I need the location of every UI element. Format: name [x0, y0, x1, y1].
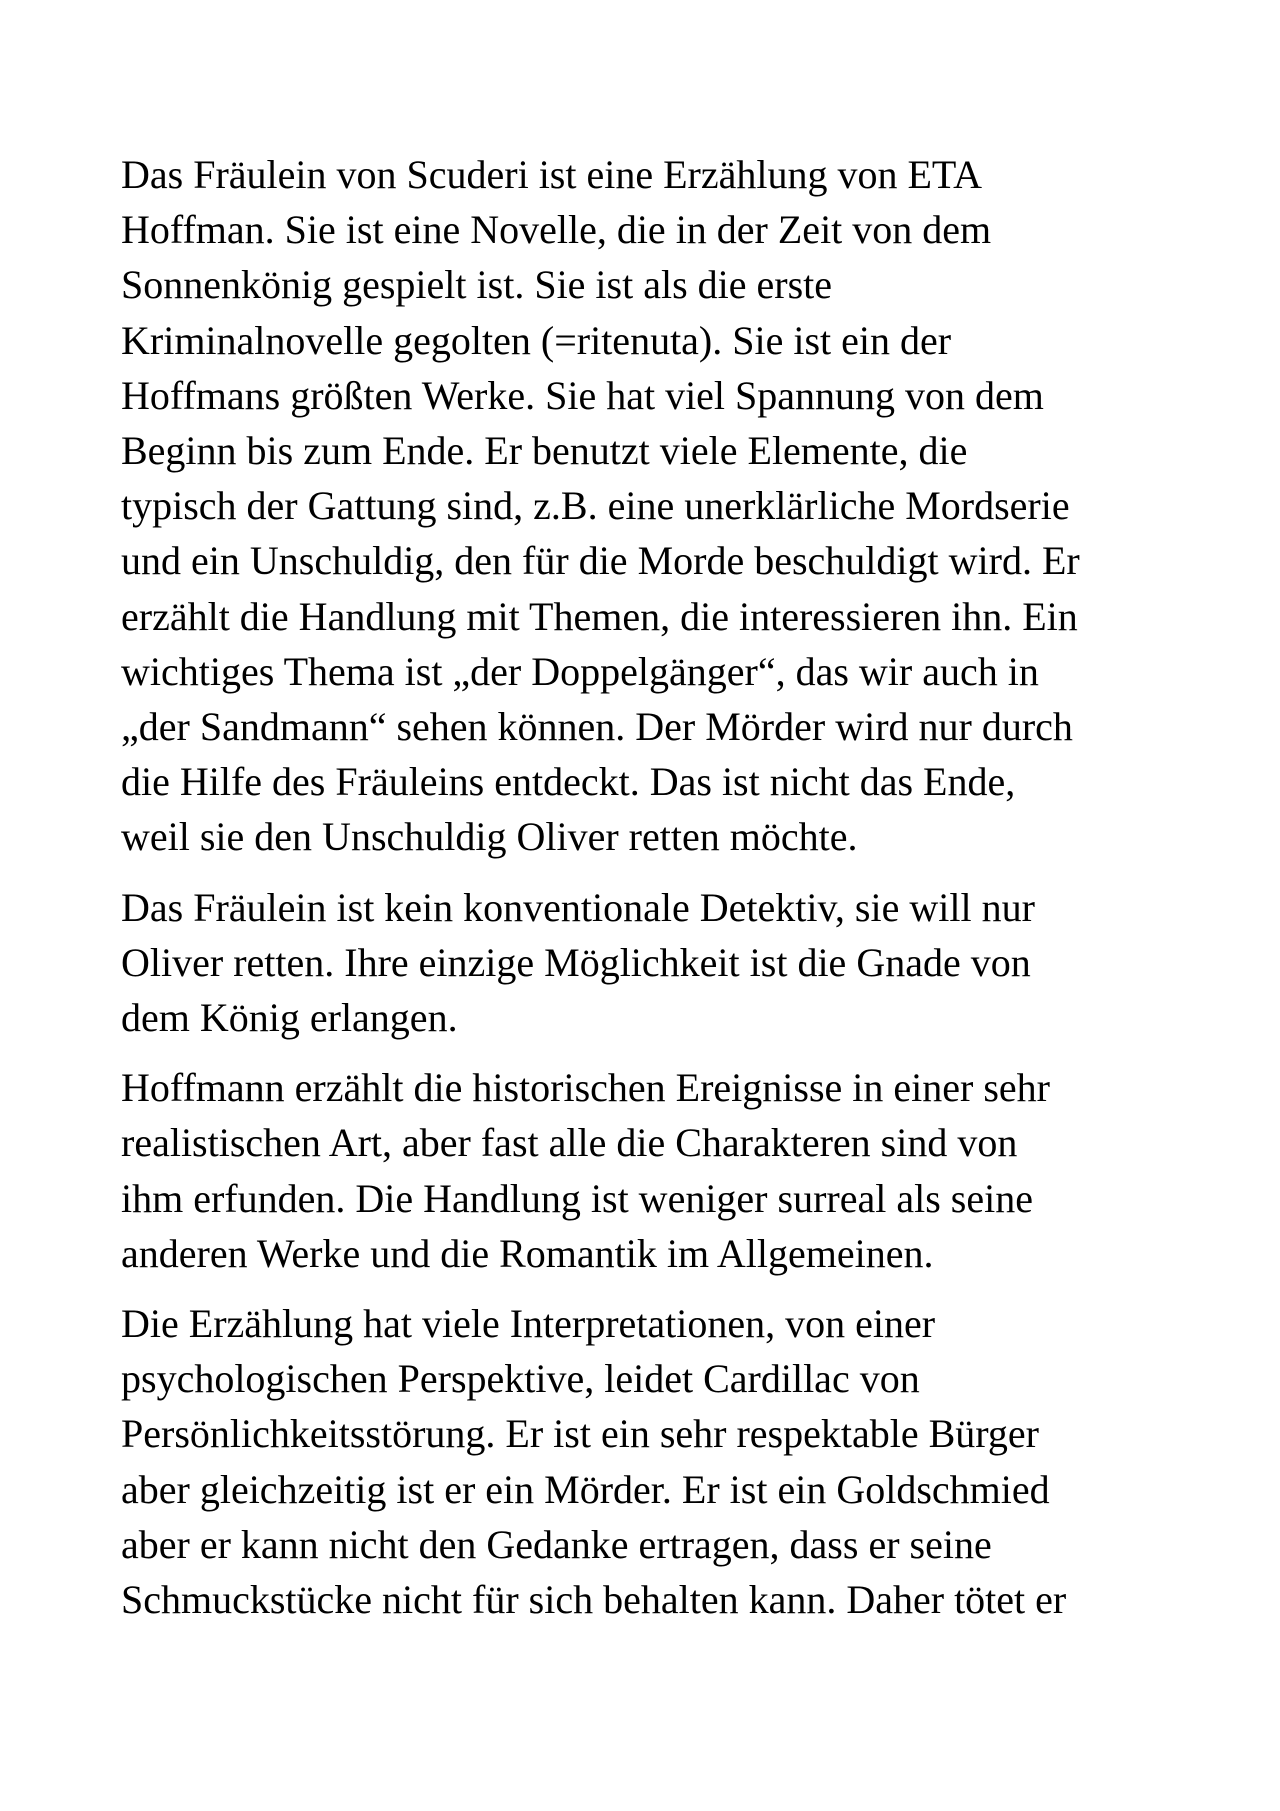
text-line: Sonnenkönig gespielt ist. Sie ist als die erste — [121, 262, 833, 308]
text-line: „der Sandmann“ sehen können. Der Mörder wird nur durch — [121, 704, 1073, 750]
text-line: Hoffmann erzählt die historischen Ereignisse in einer sehr — [121, 1065, 1050, 1111]
text-line: wichtiges Thema ist „der Doppelgänger“, das wir auch in — [121, 648, 1039, 694]
text-line: Das Fräulein ist kein konventionale Detektiv, sie will nur — [121, 884, 1035, 930]
text-line: die Hilfe des Fräuleins entdeckt. Das ist nicht das Ende, — [121, 759, 1016, 805]
paragraph-4 — [121, 1296, 1181, 1627]
text-line: weil sie den Unschuldig Oliver retten möchte. — [121, 814, 858, 860]
text-line: realistischen Art, aber fast alle die Charakteren sind von — [121, 1120, 1018, 1166]
text-line: ihm erfunden. Die Handlung ist weniger surreal als seine — [121, 1175, 1033, 1221]
document-body — [121, 147, 1181, 1642]
text-line: aber er kann nicht den Gedanke ertragen, dass er seine — [121, 1521, 992, 1567]
text-line: aber gleichzeitig ist er ein Mörder. Er ist ein Goldschmied — [121, 1466, 1050, 1512]
text-line: dem König erlangen. — [121, 995, 458, 1041]
text-line: Beginn bis zum Ende. Er benutzt viele Elemente, die — [121, 428, 968, 474]
text-line: Persönlichkeitsstörung. Er ist ein sehr respektable Bürger — [121, 1411, 1039, 1457]
paragraph-1 — [121, 147, 1181, 865]
text-line: und ein Unschuldig, den für die Morde beschuldigt wird. Er — [121, 538, 1080, 584]
text-line: Das Fräulein von Scuderi ist eine Erzählung von ETA — [121, 152, 983, 197]
text-line: anderen Werke und die Romantik im Allgemeinen. — [121, 1230, 934, 1276]
text-line: Oliver retten. Ihre einzige Möglichkeit ist die Gnade von — [121, 939, 1031, 985]
text-line: typisch der Gattung sind, z.B. eine unerklärliche Mordserie — [121, 483, 1070, 529]
text-line: Hoffman. Sie ist eine Novelle, die in der Zeit von dem — [121, 207, 992, 253]
text-line: Schmuckstücke nicht für sich behalten kann. Daher tötet er — [121, 1577, 1067, 1623]
paragraph-2 — [121, 880, 1181, 1046]
text-line: Die Erzählung hat viele Interpretationen, von einer — [121, 1301, 936, 1347]
paragraph-3 — [121, 1060, 1181, 1281]
text-line: Hoffmans größten Werke. Sie hat viel Spannung von dem — [121, 372, 1044, 418]
text-line: psychologischen Perspektive, leidet Cardillac von — [121, 1356, 920, 1402]
text-line: erzählt die Handlung mit Themen, die interessieren ihn. Ein — [121, 593, 1078, 639]
text-line: Kriminalnovelle gegolten (=ritenuta). Sie ist ein der — [121, 317, 952, 363]
